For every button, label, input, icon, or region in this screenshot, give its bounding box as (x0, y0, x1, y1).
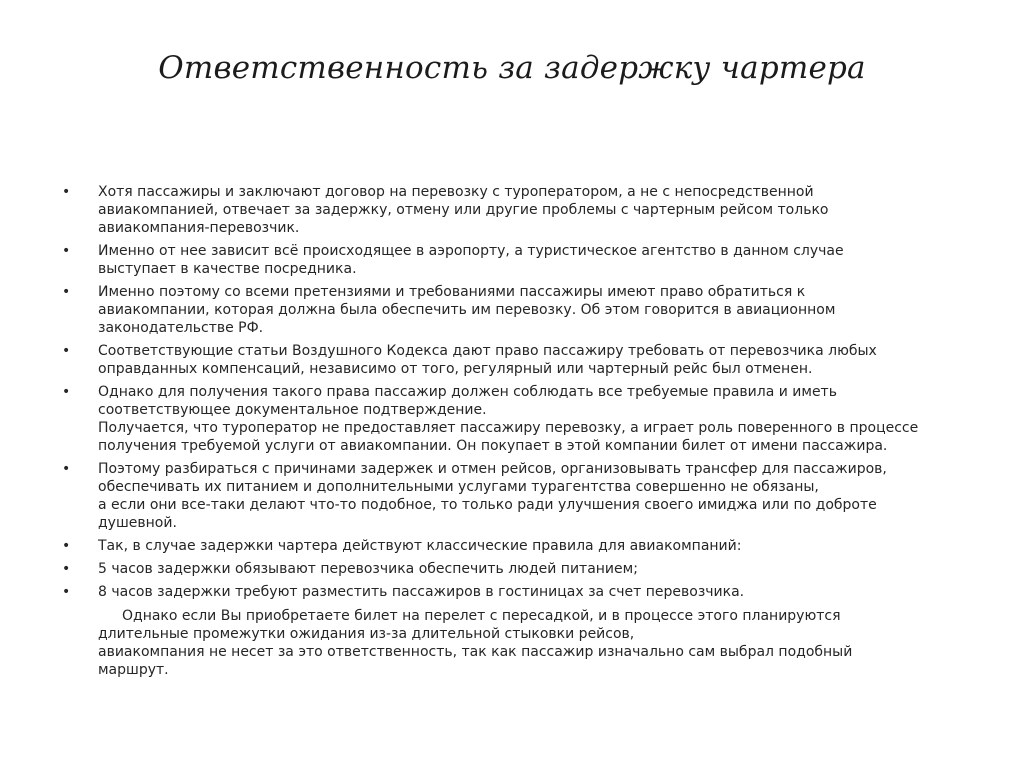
bullet-item (62, 183, 962, 237)
bullet-item (62, 242, 962, 278)
slide-title: Ответственность за задержку чартера (158, 50, 866, 86)
bullet-text-line: выступает в качестве посредника. (98, 261, 357, 277)
bullet-item (62, 460, 962, 532)
closing-paragraph (62, 607, 962, 679)
bullet-text-line: душевной. (98, 515, 177, 531)
bullet-text-line: Поэтому разбираться с причинами задержек и отмен рейсов, организовывать трансфер для пассажиров, (98, 461, 887, 477)
slide-body (62, 183, 962, 679)
bullet-text-line: Получается, что туроператор не предоставляет пассажиру перевозку, а играет роль поверенного в процессе (98, 420, 919, 436)
bullet-text-line: Так, в случае задержки чартера действуют классические правила для авиакомпаний: (98, 538, 742, 554)
bullet-item (62, 383, 962, 455)
bullet-text-line: авиакомпании, которая должна была обеспечить им перевозку. Об этом говорится в авиационном (98, 302, 836, 318)
bullet-text-line: авиакомпания-перевозчик. (98, 220, 300, 236)
bullet-text-line: получения требуемой услуги от авиакомпании. Он покупает в этой компании билет от имени пассажира. (98, 438, 888, 454)
bullet-item (62, 537, 962, 555)
bullet-item (62, 560, 962, 578)
bullet-text-line: законодательстве РФ. (98, 320, 264, 336)
bullet-dot-icon: • (62, 343, 71, 359)
bullet-text-line: обеспечивать их питанием и дополнительными услугами турагентства совершенно не обязаны, (98, 479, 819, 495)
bullet-item (62, 583, 962, 601)
bullet-text-line: 8 часов задержки требуют разместить пассажиров в гостиницах за счет перевозчика. (98, 584, 745, 600)
bullet-text-line: соответствующее документальное подтверждение. (98, 402, 487, 418)
bullet-text-line: Соответствующие статьи Воздушного Кодекса дают право пассажиру требовать от перевозчика любых (98, 343, 877, 359)
bullet-dot-icon: • (62, 584, 71, 600)
bullet-text-line: Именно поэтому со всеми претензиями и требованиями пассажиры имеют право обратиться к (98, 284, 806, 300)
bullet-dot-icon: • (62, 461, 71, 477)
bullet-dot-icon: • (62, 284, 71, 300)
bullet-text-line: авиакомпанией, отвечает за задержку, отмену или другие проблемы с чартерным рейсом только (98, 202, 829, 218)
closing-text-line: Однако если Вы приобретаете билет на перелет с пересадкой, и в процессе этого планируются (122, 608, 841, 624)
bullet-text-line: Хотя пассажиры и заключают договор на перевозку с туроператором, а не с непосредственной (98, 184, 814, 200)
bullet-list (62, 183, 962, 601)
closing-text-line: авиакомпания не несет за это ответственность, так как пассажир изначально сам выбрал подобный (98, 644, 853, 660)
bullet-text-line: оправданных компенсаций, независимо от того, регулярный или чартерный рейс был отменен. (98, 361, 813, 377)
closing-text-line: маршрут. (98, 662, 169, 678)
bullet-text-line: 5 часов задержки обязывают перевозчика обеспечить людей питанием; (98, 561, 638, 577)
bullet-item (62, 342, 962, 378)
bullet-text-line: Именно от нее зависит всё происходящее в аэропорту, а туристическое агентство в данном случае (98, 243, 844, 259)
bullet-dot-icon: • (62, 538, 71, 554)
bullet-text-line: а если они все-таки делают что-то подобное, то только ради улучшения своего имиджа или по доброте (98, 497, 877, 513)
bullet-item (62, 283, 962, 337)
bullet-dot-icon: • (62, 184, 71, 200)
bullet-dot-icon: • (62, 561, 71, 577)
closing-text-line: длительные промежутки ожидания из-за длительной стыковки рейсов, (98, 626, 635, 642)
bullet-dot-icon: • (62, 384, 71, 400)
bullet-dot-icon: • (62, 243, 71, 259)
bullet-text-line: Однако для получения такого права пассажир должен соблюдать все требуемые правила и иметь (98, 384, 837, 400)
